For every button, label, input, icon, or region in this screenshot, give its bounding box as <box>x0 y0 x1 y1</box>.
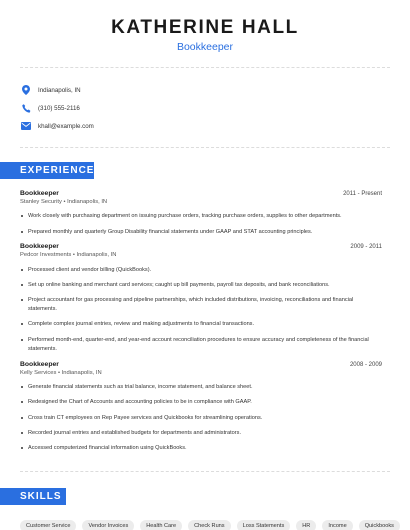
job-entry <box>20 190 382 205</box>
company-location: Indianapolis, IN <box>67 199 108 205</box>
list-item: Cross train CT employees on Rep Payee services and Quickbooks for streamlining operations. <box>20 414 372 423</box>
skill-tag: Health Care <box>140 520 182 530</box>
job-entry <box>20 361 382 376</box>
location-text: Indianapolis, IN <box>38 86 81 94</box>
contact-location <box>20 84 81 96</box>
job-title: Bookkeeper <box>20 243 59 250</box>
candidate-title: Bookkeeper <box>176 41 234 53</box>
job-title: Bookkeeper <box>20 361 59 368</box>
list-item: Redesigned the Chart of Accounts and accounting policies to be in compliance with GAAP. <box>20 398 372 407</box>
skill-tag: Quickbooks <box>359 520 400 530</box>
skill-tag: Customer Service <box>20 520 76 530</box>
job-dates: 2011 - Present <box>343 191 382 197</box>
skill-tag: Check Runs <box>188 520 230 530</box>
company-name: Kelly Services <box>20 370 57 376</box>
company-location: Indianapolis, IN <box>76 252 117 258</box>
list-item: Project accountant for gas processing and pipeline partnerships, which included distributions, invoicing, reconciliations and financial statements. <box>20 296 372 313</box>
skill-tag: Vendor Invoices <box>82 520 134 530</box>
list-item: Set up online banking and merchant card services; caught up bill payments, payroll tax deposits, and bank reconciliations. <box>20 281 372 290</box>
envelope-icon <box>20 120 32 132</box>
list-item: Generate financial statements such as trial balance, income statement, and balance sheet. <box>20 383 372 392</box>
email-text: khall@example.com <box>38 122 94 130</box>
skill-tag: HR <box>296 520 316 530</box>
company-name: Pedcor Investments <box>20 252 72 258</box>
job-title: Bookkeeper <box>20 190 59 197</box>
list-item: Work closely with purchasing department on issuing purchase orders, tracking purchase orders, supplies to other departments. <box>20 212 372 221</box>
divider <box>20 471 390 472</box>
experience-section-header: EXPERIENCE <box>0 162 94 179</box>
job-company: Kelly Services • Indianapolis, IN <box>20 370 102 376</box>
candidate-name: KATHERINE HALL <box>111 17 299 38</box>
job-dates: 2008 - 2009 <box>349 362 382 368</box>
list-item: Recorded journal entries and established budgets for departments and administrators. <box>20 429 372 438</box>
job-company: Stanley Security • Indianapolis, IN <box>20 199 108 205</box>
list-item: Performed month-end, quarter-end, and year-end account reconciliation procedures to ensure accuracy and completeness of the financial statements. <box>20 336 372 353</box>
contact-email <box>20 120 94 132</box>
phone-icon <box>20 102 32 114</box>
divider <box>20 147 390 148</box>
company-location: Indianapolis, IN <box>61 370 102 376</box>
contact-phone <box>20 102 80 114</box>
list-item: Accessed computerized financial information using QuickBooks. <box>20 444 372 453</box>
job-dates: 2009 - 2011 <box>350 244 382 250</box>
list-item: Prepared monthly and quarterly Group Disability financial statements under GAAP and STAT accounting principles. <box>20 228 372 237</box>
job-company: Pedcor Investments • Indianapolis, IN <box>20 252 117 258</box>
company-name: Stanley Security <box>20 199 62 205</box>
skill-tag: Loss Statements <box>237 520 291 530</box>
skill-tag: Income <box>322 520 352 530</box>
location-pin-icon <box>20 84 32 96</box>
phone-text: (310) 555-2116 <box>38 104 80 112</box>
divider <box>20 67 390 68</box>
skills-list <box>20 520 400 530</box>
list-item: Processed client and vendor billing (QuickBooks). <box>20 266 372 275</box>
list-item: Complete complex journal entries, review and making adjustments to financial transactions. <box>20 320 372 329</box>
job-entry <box>20 243 382 258</box>
skills-section-header: SKILLS <box>0 488 66 505</box>
